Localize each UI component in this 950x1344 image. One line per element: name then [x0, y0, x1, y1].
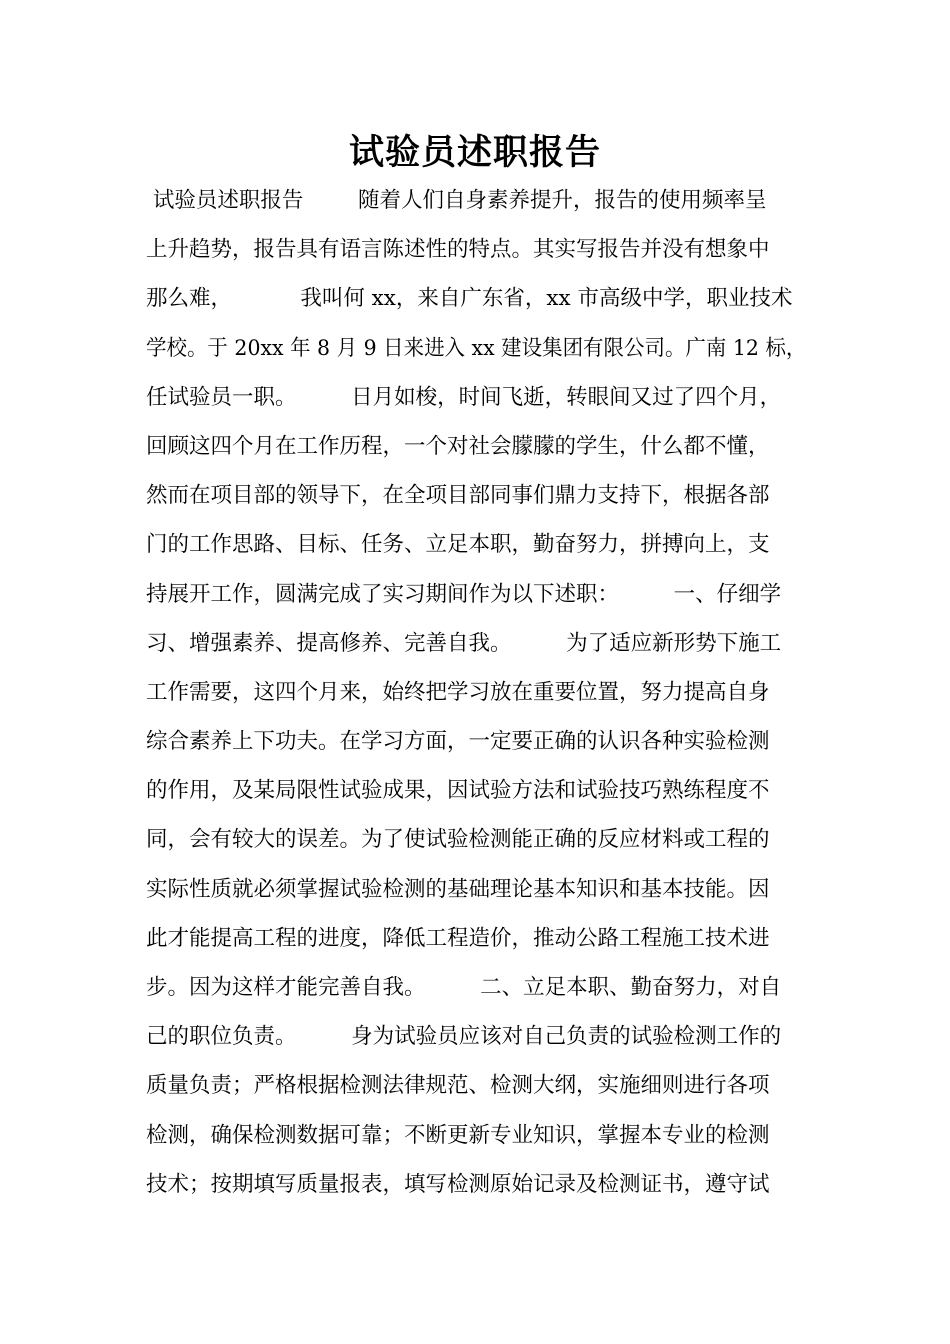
text-line: 任试验员一职。 日月如梭，时间飞逝，转眼间又过了四个月，: [146, 384, 782, 410]
text-line: 试验员述职报告 随着人们自身素养提升，报告的使用频率呈: [146, 188, 767, 213]
text-line: 然而在项目部的领导下，在全项目部同事们鼎力支持下，根据各部: [146, 483, 770, 509]
text-line: 门的工作思路、目标、任务、立足本职，勤奋努力，拼搏向上，支: [146, 532, 770, 558]
text-line: 综合素养上下功夫。在学习方面，一定要正确的认识各种实验检测: [146, 729, 770, 755]
text-line: 那么难， 我叫何 xx，来自广东省，xx 市高级中学，职业技术: [146, 286, 793, 312]
text-line: 持展开工作，圆满完成了实习期间作为以下述职： 一、仔细学: [146, 581, 782, 607]
text-line: 上升趋势，报告具有语言陈述性的特点。其实写报告并没有想象中: [146, 237, 770, 263]
text-line: 检测，确保检测数据可靠；不断更新专业知识，掌握本专业的检测: [146, 1122, 770, 1148]
text-line: 步。因为这样才能完善自我。 二、立足本职、勤奋努力，对自: [146, 975, 782, 1000]
text-line: 此才能提高工程的进度，降低工程造价，推动公路工程施工技术进: [146, 925, 770, 951]
text-line: 己的职位负责。 身为试验员应该对自己负责的试验检测工作的: [146, 1024, 782, 1050]
text-line: 的作用，及某局限性试验成果，因试验方法和试验技巧熟练程度不: [146, 778, 770, 804]
body-paragraph: [146, 176, 806, 1209]
text-line: 技术；按期填写质量报表，填写检测原始记录及检测证书，遵守试: [146, 1171, 770, 1197]
text-line: 回顾这四个月在工作历程，一个对社会朦朦的学生，什么都不懂，: [146, 433, 770, 459]
text-line: 习、增强素养、提高修养、完善自我。 为了适应新形势下施工: [146, 630, 782, 656]
text-line: 质量负责；严格根据检测法律规范、检测大纲，实施细则进行各项: [146, 1073, 770, 1099]
text-line: 工作需要，这四个月来，始终把学习放在重要位置，努力提高自身: [146, 679, 770, 705]
text-line: 实际性质就必须掌握试验检测的基础理论基本知识和基本技能。因: [146, 876, 770, 902]
text-line: 学校。于 20xx 年 8 月 9 日来进入 xx 建设集团有限公司。广南 12 标，: [146, 335, 807, 361]
page-title: 试验员述职报告: [348, 133, 601, 173]
text-line: 同，会有较大的误差。为了使试验检测能正确的反应材料或工程的: [146, 827, 770, 853]
